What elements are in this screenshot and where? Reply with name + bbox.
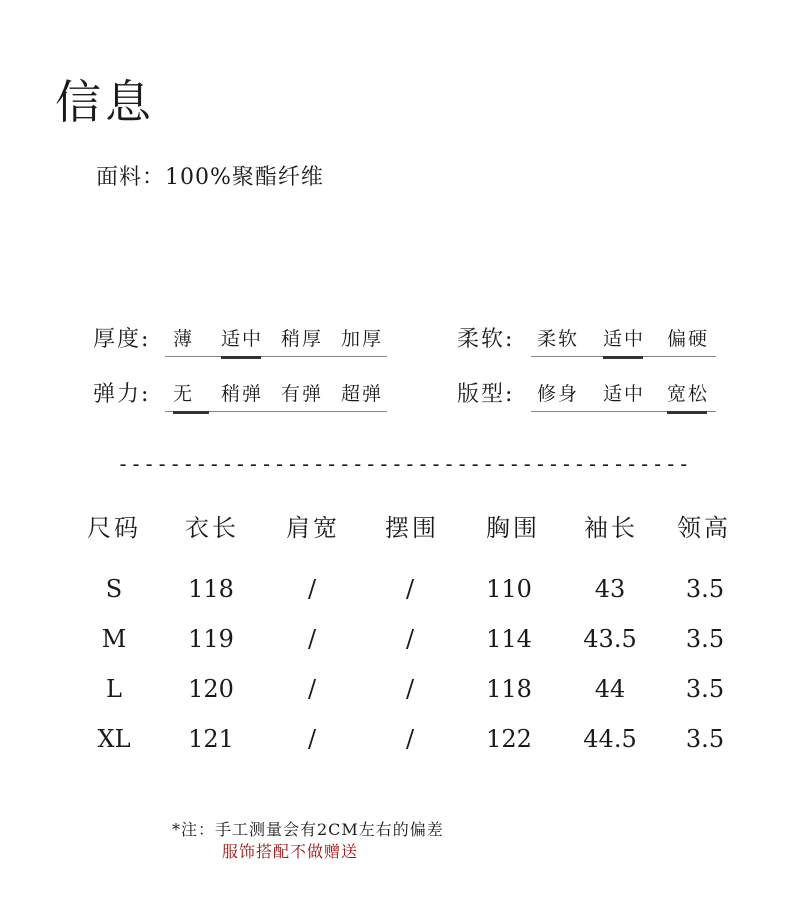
option-thick: 加厚: [341, 328, 384, 350]
cell-size: L: [106, 675, 122, 703]
cell-sleeve: 43: [594, 575, 626, 603]
cell-hem: /: [405, 625, 415, 653]
cell-hem: /: [405, 725, 415, 753]
cell-chest: 114: [486, 625, 532, 653]
fabric-composition: 面料：100%聚酯纤维: [96, 165, 324, 190]
cell-hem: /: [405, 675, 415, 703]
cell-collar: 3.5: [685, 725, 725, 753]
option-medium-selected: 适中: [603, 324, 645, 351]
cell-size: S: [105, 575, 123, 603]
attr-softness-options: [531, 322, 716, 357]
cell-hem: /: [405, 575, 415, 603]
cell-collar: 3.5: [685, 575, 725, 603]
option-stiff: 偏硬: [667, 328, 710, 350]
cell-collar: 3.5: [685, 625, 725, 653]
cell-length: 118: [188, 575, 234, 603]
header-length: 衣长: [185, 514, 239, 542]
attr-fit-options: [531, 377, 716, 412]
option-medium-selected: 适中: [221, 324, 263, 351]
attr-softness-label: 柔软:: [457, 327, 515, 352]
cell-chest: 122: [486, 725, 532, 753]
cell-size: XL: [97, 725, 131, 753]
option-regular: 适中: [603, 383, 646, 405]
header-shoulder: 肩宽: [286, 514, 340, 542]
cell-size: M: [101, 625, 127, 653]
cell-chest: 118: [486, 675, 532, 703]
header-size: 尺码: [87, 514, 141, 542]
cell-shoulder: /: [307, 625, 317, 653]
cell-collar: 3.5: [685, 675, 725, 703]
option-soft: 柔软: [537, 328, 580, 350]
attr-elasticity-label: 弹力:: [93, 382, 151, 407]
divider-dashed: --------------------------------------------: [117, 452, 691, 476]
cell-shoulder: /: [307, 725, 317, 753]
gift-disclaimer: 服饰搭配不做赠送: [222, 842, 359, 861]
cell-length: 119: [188, 625, 234, 653]
attr-thickness-label: 厚度:: [93, 327, 151, 352]
cell-length: 120: [188, 675, 234, 703]
option-none-selected: 无: [173, 379, 211, 406]
option-super-stretch: 超弹: [341, 383, 384, 405]
option-slightly-thick: 稍厚: [281, 328, 324, 350]
option-loose-selected: 宽松: [667, 379, 709, 406]
cell-sleeve: 43.5: [583, 625, 637, 653]
cell-length: 121: [188, 725, 234, 753]
measurement-note: *注：手工测量会有2CM左右的偏差: [172, 820, 444, 839]
cell-shoulder: /: [307, 575, 317, 603]
cell-chest: 110: [486, 575, 532, 603]
attr-elasticity-options: [165, 377, 387, 412]
header-collar: 领高: [677, 514, 731, 542]
cell-sleeve: 44: [594, 675, 626, 703]
header-chest: 胸围: [486, 514, 540, 542]
attr-fit-label: 版型:: [457, 382, 515, 407]
option-thin: 薄: [173, 328, 195, 350]
cell-shoulder: /: [307, 675, 317, 703]
attr-thickness-options: [165, 322, 387, 357]
header-sleeve: 袖长: [584, 514, 638, 542]
page-title: 信息: [55, 75, 155, 129]
option-slight-stretch: 稍弹: [221, 383, 264, 405]
option-slim: 修身: [537, 383, 580, 405]
header-hem: 摆围: [385, 514, 439, 542]
option-stretch: 有弹: [281, 383, 324, 405]
cell-sleeve: 44.5: [583, 725, 637, 753]
